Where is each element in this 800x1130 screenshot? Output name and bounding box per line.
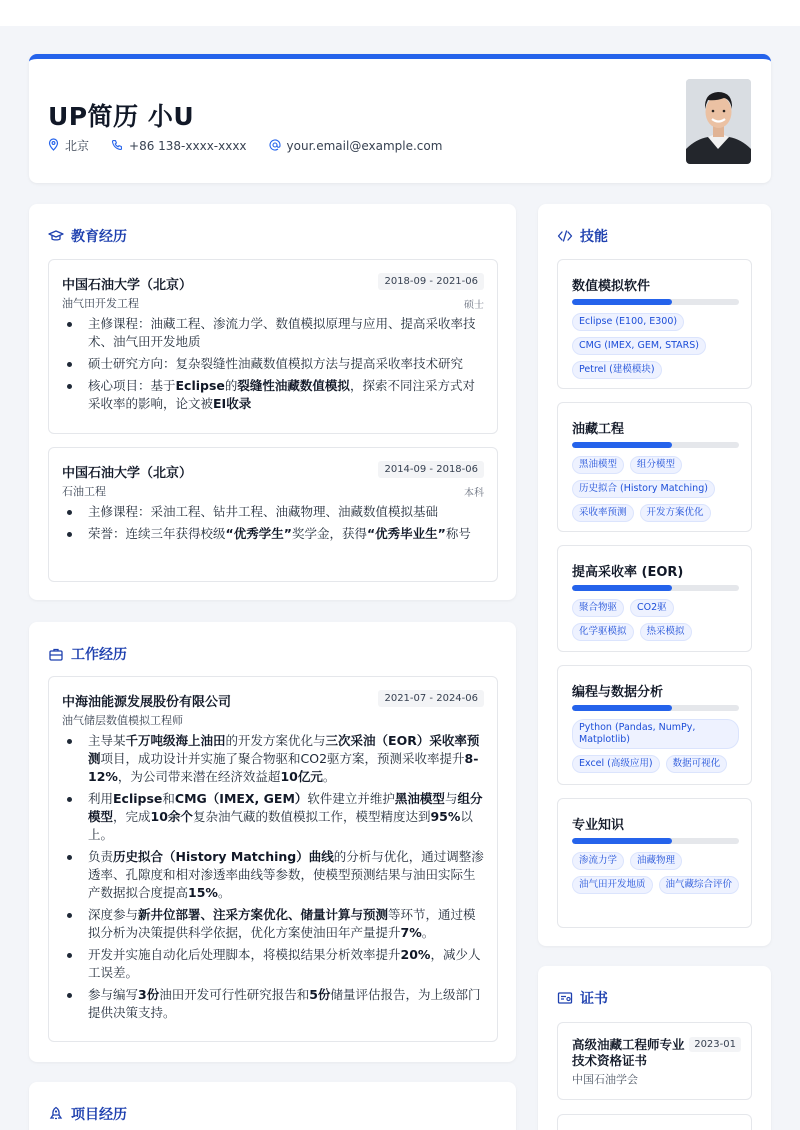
skill-tag: Python (Pandas, NumPy, Matplotlib) bbox=[572, 719, 739, 749]
location-text: 北京 bbox=[65, 139, 90, 153]
skill-level-bar bbox=[572, 838, 739, 844]
list-item: 开发并实施自动化后处理脚本，将模拟结果分析效率提升20%，减少人工误差。 bbox=[62, 946, 484, 982]
skill-tag: CMG (IMEX, GEM, STARS) bbox=[572, 337, 706, 355]
skills-card bbox=[538, 204, 771, 946]
contact-phone bbox=[111, 137, 247, 154]
phone-text: +86 138-xxxx-xxxx bbox=[129, 138, 247, 153]
skill-tag: 渗流力学 bbox=[572, 852, 624, 870]
briefcase-icon bbox=[48, 646, 64, 662]
contact-location bbox=[48, 137, 89, 154]
skill-tag: 组分模型 bbox=[630, 456, 682, 474]
work-title: 工作经历 bbox=[71, 647, 127, 663]
certificates-heading bbox=[557, 988, 608, 1008]
skill-group bbox=[557, 798, 752, 928]
education-card bbox=[29, 204, 516, 600]
phone-icon bbox=[111, 139, 123, 153]
skill-level-fill bbox=[572, 585, 672, 591]
avatar-photo bbox=[686, 79, 751, 164]
education-entry bbox=[48, 259, 498, 434]
work-heading bbox=[48, 644, 127, 664]
skill-tag: CO2驱 bbox=[630, 599, 674, 617]
skill-level-fill bbox=[572, 442, 672, 448]
skill-group bbox=[557, 665, 752, 785]
certificate-icon bbox=[557, 990, 573, 1006]
skill-tag: 数据可视化 bbox=[666, 755, 728, 773]
skills-title: 技能 bbox=[580, 229, 608, 245]
education-entry bbox=[48, 447, 498, 582]
top-strip bbox=[0, 0, 800, 26]
header-card bbox=[29, 54, 771, 183]
skill-tag: 黑油模型 bbox=[572, 456, 624, 474]
skill-tag: 化学驱模拟 bbox=[572, 623, 634, 641]
certificate-item bbox=[557, 1022, 752, 1100]
skill-group bbox=[557, 259, 752, 389]
skill-tags bbox=[572, 456, 741, 522]
school-name: 中国石油大学（北京） bbox=[62, 466, 193, 481]
skill-group-name: 编程与数据分析 bbox=[572, 685, 664, 700]
email-text: your.email@example.com bbox=[286, 138, 443, 153]
work-entry bbox=[48, 676, 498, 1042]
degree-text: 本科 bbox=[464, 488, 484, 499]
contact-email[interactable] bbox=[269, 137, 443, 154]
skill-tag: Petrel (建模模块) bbox=[572, 361, 662, 379]
education-title: 教育经历 bbox=[71, 229, 127, 245]
skill-tag: 热采模拟 bbox=[640, 623, 692, 641]
school-name: 中国石油大学（北京） bbox=[62, 278, 193, 293]
skill-tags bbox=[572, 313, 741, 379]
skill-tag: 油气田开发地质 bbox=[572, 876, 653, 894]
skill-tags bbox=[572, 599, 741, 641]
skill-level-fill bbox=[572, 838, 672, 844]
skill-tag: 采收率预测 bbox=[572, 504, 634, 522]
list-item: 核心项目：基于Eclipse的裂缝性油藏数值模拟，探索不同注采方式对采收率的影响，论文被EI收录 bbox=[62, 377, 484, 413]
education-bullets bbox=[62, 503, 484, 547]
skill-tag: 聚合物驱 bbox=[572, 599, 624, 617]
date-badge: 2018-09 - 2021-06 bbox=[378, 273, 484, 290]
graduation-cap-icon bbox=[48, 228, 64, 244]
major-text: 石油工程 bbox=[62, 485, 106, 498]
location-pin-icon bbox=[48, 138, 59, 153]
skill-tag: 油藏物理 bbox=[630, 852, 682, 870]
skill-tags bbox=[572, 719, 741, 773]
position-text: 油气储层数值模拟工程师 bbox=[62, 714, 183, 727]
date-badge: 2014-09 - 2018-06 bbox=[378, 461, 484, 478]
contact-row bbox=[48, 137, 442, 154]
list-item: 主修课程：采油工程、钻井工程、油藏物理、油藏数值模拟基础 bbox=[62, 503, 484, 521]
rocket-icon bbox=[48, 1106, 64, 1122]
skill-tag: 开发方案优化 bbox=[640, 504, 711, 522]
work-card bbox=[29, 622, 516, 1062]
skill-tags bbox=[572, 852, 741, 894]
skill-level-fill bbox=[572, 705, 672, 711]
list-item: 主导某千万吨级海上油田的开发方案优化与三次采油（EOR）采收率预测项目，成功设计并实施了聚合物驱和CO2驱方案，预测采收率提升8-12%，为公司带来潜在经济效益超10亿元。 bbox=[62, 732, 484, 786]
skill-level-bar bbox=[572, 585, 739, 591]
projects-card bbox=[29, 1082, 516, 1130]
skill-group bbox=[557, 402, 752, 532]
list-item: 荣誉：连续三年获得校级“优秀学生”奖学金，获得“优秀毕业生”称号 bbox=[62, 525, 484, 543]
at-sign-icon bbox=[269, 139, 281, 153]
skill-group-name: 专业知识 bbox=[572, 818, 625, 833]
date-badge: 2021-07 - 2024-06 bbox=[378, 690, 484, 707]
list-item: 负责历史拟合（History Matching）曲线的分析与优化，通过调整渗透率、孔隙度和相对渗透率曲线等参数，使模型预测结果与油田实际生产数据拟合度提高15%。 bbox=[62, 848, 484, 902]
certificate-issuer: 中国石油学会 bbox=[572, 1073, 638, 1086]
skill-group-name: 提高采收率 (EOR) bbox=[572, 565, 684, 580]
work-bullets bbox=[62, 732, 484, 1026]
education-bullets bbox=[62, 315, 484, 417]
certificate-item bbox=[557, 1114, 752, 1130]
skill-tag: Eclipse (E100, E300) bbox=[572, 313, 684, 331]
skill-level-bar bbox=[572, 442, 739, 448]
skill-tag: Excel (高级应用) bbox=[572, 755, 660, 773]
skill-level-bar bbox=[572, 705, 739, 711]
list-item: 参与编写3份油田开发可行性研究报告和5份储量评估报告，为上级部门提供决策支持。 bbox=[62, 986, 484, 1022]
education-heading bbox=[48, 226, 127, 246]
skill-level-fill bbox=[572, 299, 672, 305]
list-item: 利用Eclipse和CMG（IMEX, GEM）软件建立并维护黑油模型与组分模型，完成10余个复杂油气藏的数值模拟工作，模型精度达到95%以上。 bbox=[62, 790, 484, 844]
skill-group bbox=[557, 545, 752, 652]
list-item: 主修课程：油藏工程、渗流力学、数值模拟原理与应用、提高采收率技术、油气田开发地质 bbox=[62, 315, 484, 351]
list-item: 深度参与新井位部署、注采方案优化、储量计算与预测等环节，通过模拟分析为决策提供科学依据，优化方案使油田年产量提升7%。 bbox=[62, 906, 484, 942]
certificates-title: 证书 bbox=[580, 991, 608, 1007]
skill-level-bar bbox=[572, 299, 739, 305]
certificate-name: 高级油藏工程师专业技术资格证书 bbox=[572, 1037, 685, 1068]
certificates-card bbox=[538, 966, 771, 1130]
projects-heading bbox=[48, 1104, 127, 1124]
skill-group-name: 数值模拟软件 bbox=[572, 279, 651, 294]
skills-heading bbox=[557, 226, 608, 246]
skill-group-name: 油藏工程 bbox=[572, 422, 625, 437]
major-text: 油气田开发工程 bbox=[62, 297, 139, 310]
skill-tag: 历史拟合 (History Matching) bbox=[572, 480, 715, 498]
certificate-date: 2023-01 bbox=[689, 1037, 741, 1052]
resume-name: UP简历 小U bbox=[48, 102, 195, 131]
degree-text: 硕士 bbox=[464, 300, 484, 311]
company-name: 中海油能源发展股份有限公司 bbox=[62, 695, 232, 710]
projects-title: 项目经历 bbox=[71, 1107, 127, 1123]
skill-tag: 油气藏综合评价 bbox=[659, 876, 740, 894]
list-item: 硕士研究方向：复杂裂缝性油藏数值模拟方法与提高采收率技术研究 bbox=[62, 355, 484, 373]
code-icon bbox=[557, 228, 573, 244]
